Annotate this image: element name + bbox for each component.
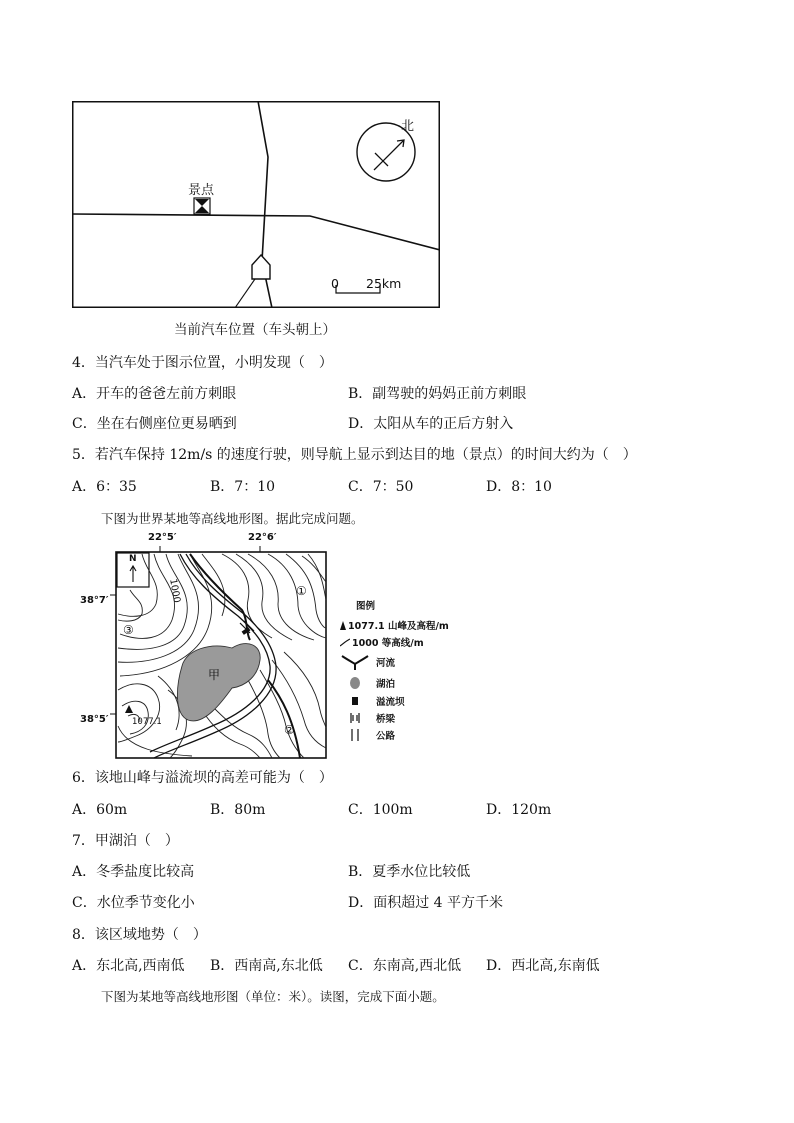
legend-bridge-icon bbox=[340, 712, 370, 724]
legend-peak-icon bbox=[340, 620, 346, 630]
road-horizontal bbox=[72, 214, 440, 250]
question-7-option-a[interactable]: A．冬季盐度比较高 bbox=[72, 864, 195, 880]
figure-navigation-map bbox=[72, 101, 440, 308]
question-7-option-d[interactable]: D．面积超过 4 平方千米 bbox=[348, 895, 504, 911]
question-6-option-d[interactable]: D．120m bbox=[486, 802, 552, 818]
question-7-option-c[interactable]: C．水位季节变化小 bbox=[72, 895, 195, 911]
question-7-option-b[interactable]: B．夏季水位比较低 bbox=[348, 864, 471, 880]
north-arrow-label: N bbox=[129, 554, 137, 564]
question-6-stem: 6．该地山峰与溢流坝的高差可能为（ ） bbox=[72, 770, 333, 786]
scenic-spot-label: 景点 bbox=[188, 183, 215, 198]
question-4-option-d[interactable]: D．太阳从车的正后方射入 bbox=[348, 416, 514, 432]
question-6-option-c[interactable]: C．100m bbox=[348, 802, 413, 818]
question-8-option-c[interactable]: C．东南高,西北低 bbox=[348, 958, 462, 974]
question-5-option-b[interactable]: B．7：10 bbox=[210, 479, 276, 495]
question-8-option-a[interactable]: A．东北高,西南低 bbox=[72, 958, 185, 974]
marker-1: ① bbox=[296, 584, 307, 598]
compass-north-label: 北 bbox=[401, 119, 415, 134]
marker-3: ③ bbox=[123, 623, 134, 637]
figure-contour-map bbox=[72, 530, 452, 760]
question-4-option-b[interactable]: B．副驾驶的妈妈正前方刺眼 bbox=[348, 386, 527, 402]
question-8-option-d[interactable]: D．西北高,东南低 bbox=[486, 958, 600, 974]
question-4-option-c[interactable]: C．坐在右侧座位更易晒到 bbox=[72, 416, 237, 432]
legend-contour-label: 1000 等高线/m bbox=[352, 638, 424, 649]
question-5-option-a[interactable]: A．6：35 bbox=[72, 479, 137, 495]
lake-jia-label: 甲 bbox=[208, 668, 221, 682]
scale-zero-label: 0 bbox=[331, 276, 339, 291]
intro-contour-map: 下图为世界某地等高线地形图。据此完成问题。 bbox=[101, 511, 364, 526]
car-icon bbox=[252, 255, 270, 279]
question-4-stem: 4．当汽车处于图示位置，小明发现（ ） bbox=[72, 355, 333, 371]
legend-lake-icon bbox=[340, 676, 370, 690]
peak-icon bbox=[125, 705, 133, 713]
question-6-option-a[interactable]: A．60m bbox=[72, 802, 128, 818]
peak-elevation-label: 1077.1 bbox=[132, 717, 162, 727]
question-8-option-b[interactable]: B．西南高,东北低 bbox=[210, 958, 323, 974]
latitude-label-1: 38°7′ bbox=[80, 595, 109, 606]
legend-road-label: 公路 bbox=[376, 731, 396, 742]
legend-road-icon bbox=[340, 729, 370, 741]
legend-river-icon bbox=[340, 654, 370, 670]
question-5-option-c[interactable]: C．7：50 bbox=[348, 479, 414, 495]
legend-title: 图例 bbox=[356, 601, 376, 612]
question-7-stem: 7．甲湖泊（ ） bbox=[72, 833, 179, 849]
scale-distance-label: 25km bbox=[366, 276, 402, 291]
question-8-stem: 8．该区域地势（ ） bbox=[72, 927, 207, 943]
scenic-spot-icon bbox=[194, 198, 210, 214]
question-6-option-b[interactable]: B．80m bbox=[210, 802, 266, 818]
car-position-caption: 当前汽车位置（车头朝上） bbox=[174, 322, 336, 338]
map-legend bbox=[340, 598, 450, 748]
longitude-label-1: 22°5′ bbox=[148, 532, 177, 543]
question-5-option-d[interactable]: D．8：10 bbox=[486, 479, 552, 495]
latitude-label-2: 38°5′ bbox=[80, 714, 109, 725]
legend-contour-icon bbox=[340, 637, 350, 647]
legend-peak-label: 1077.1 山峰及高程/m bbox=[348, 621, 449, 632]
longitude-label-2: 22°6′ bbox=[248, 532, 277, 543]
contour-1000-label: 1000 bbox=[167, 578, 183, 604]
legend-dam-label: 溢流坝 bbox=[376, 697, 405, 708]
intro-next-section: 下图为某地等高线地形图（单位：米）。读图，完成下面小题。 bbox=[101, 989, 445, 1004]
legend-lake-label: 湖泊 bbox=[376, 679, 396, 690]
marker-2: ② bbox=[284, 723, 295, 737]
question-5-stem: 5．若汽车保持 12m/s 的速度行驶，则导航上显示到达目的地（景点）的时间大约为（ ） bbox=[72, 447, 637, 463]
legend-dam-icon bbox=[340, 696, 370, 706]
question-4-option-a[interactable]: A．开车的爸爸左前方刺眼 bbox=[72, 386, 237, 402]
legend-river-label: 河流 bbox=[376, 658, 396, 669]
legend-bridge-label: 桥梁 bbox=[376, 714, 396, 725]
